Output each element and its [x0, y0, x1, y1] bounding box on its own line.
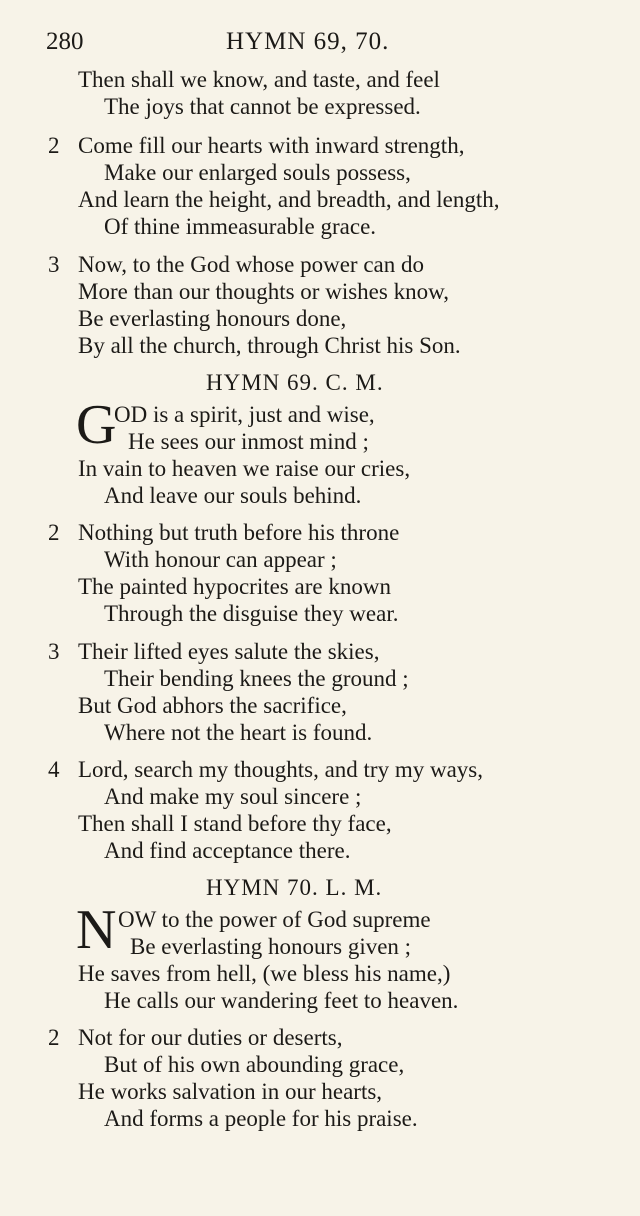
verse-line: And forms a people for his praise. — [104, 1106, 418, 1131]
verse-number: 2 — [48, 1025, 60, 1050]
verse-line: Their lifted eyes salute the skies, — [78, 639, 380, 664]
verse-number: 2 — [48, 520, 60, 545]
verse-line: OD is a spirit, just and wise, — [114, 402, 375, 427]
verse-line: The painted hypocrites are known — [78, 574, 391, 599]
verse-line: He calls our wandering feet to heaven. — [104, 988, 459, 1013]
verse-line: Through the disguise they wear. — [104, 601, 399, 626]
verse-line: He saves from hell, (we bless his name,) — [78, 961, 451, 986]
verse-line: Make our enlarged souls possess, — [104, 160, 411, 185]
verse-number: 3 — [48, 639, 60, 664]
verse-line: Come fill our hearts with inward strength, — [78, 133, 465, 158]
verse-number: 4 — [48, 757, 60, 782]
running-head — [46, 28, 606, 60]
verse-line: And learn the height, and breadth, and length, — [78, 187, 500, 212]
verse-line: Now, to the God whose power can do — [78, 252, 424, 277]
verse-line: More than our thoughts or wishes know, — [78, 279, 449, 304]
hymn-heading: HYMN 69. C. M. — [206, 370, 384, 395]
verse-line: Not for our duties or deserts, — [78, 1025, 343, 1050]
verse-line: Then shall we know, and taste, and feel — [78, 67, 440, 92]
verse-line: Be everlasting honours done, — [78, 306, 347, 331]
verse-line: In vain to heaven we raise our cries, — [78, 456, 411, 481]
hymn-heading: HYMN 70. L. M. — [206, 875, 383, 900]
verse-line: Be everlasting honours given ; — [130, 934, 412, 959]
verse-line: And make my soul sincere ; — [104, 784, 362, 809]
verse-line: Of thine immeasurable grace. — [104, 214, 377, 239]
verse-line: Their bending knees the ground ; — [104, 666, 409, 691]
verse-line: Where not the heart is found. — [104, 720, 373, 745]
verse-line: The joys that cannot be expressed. — [104, 94, 421, 119]
verse-line: And leave our souls behind. — [104, 483, 362, 508]
verse-number: 2 — [48, 133, 60, 158]
verse-number: 3 — [48, 252, 60, 277]
verse-line: Nothing but truth before his throne — [78, 520, 400, 545]
verse-line: But God abhors the sacrifice, — [78, 693, 347, 718]
verse-line: Lord, search my thoughts, and try my ways, — [78, 757, 483, 782]
verse-line: With honour can appear ; — [104, 547, 337, 572]
verse-line: He works salvation in our hearts, — [78, 1079, 383, 1104]
running-title: HYMN 69, 70. — [226, 28, 390, 55]
drop-cap: G — [76, 394, 117, 456]
verse-line: OW to the power of God supreme — [118, 907, 431, 932]
verse-line: And find acceptance there. — [104, 838, 351, 863]
verse-line: Then shall I stand before thy face, — [78, 811, 392, 836]
drop-cap: N — [76, 899, 117, 961]
page-number: 280 — [46, 28, 84, 55]
verse-line: He sees our inmost mind ; — [128, 429, 369, 454]
verse-line: But of his own abounding grace, — [104, 1052, 405, 1077]
verse-line: By all the church, through Christ his Son. — [78, 333, 461, 358]
